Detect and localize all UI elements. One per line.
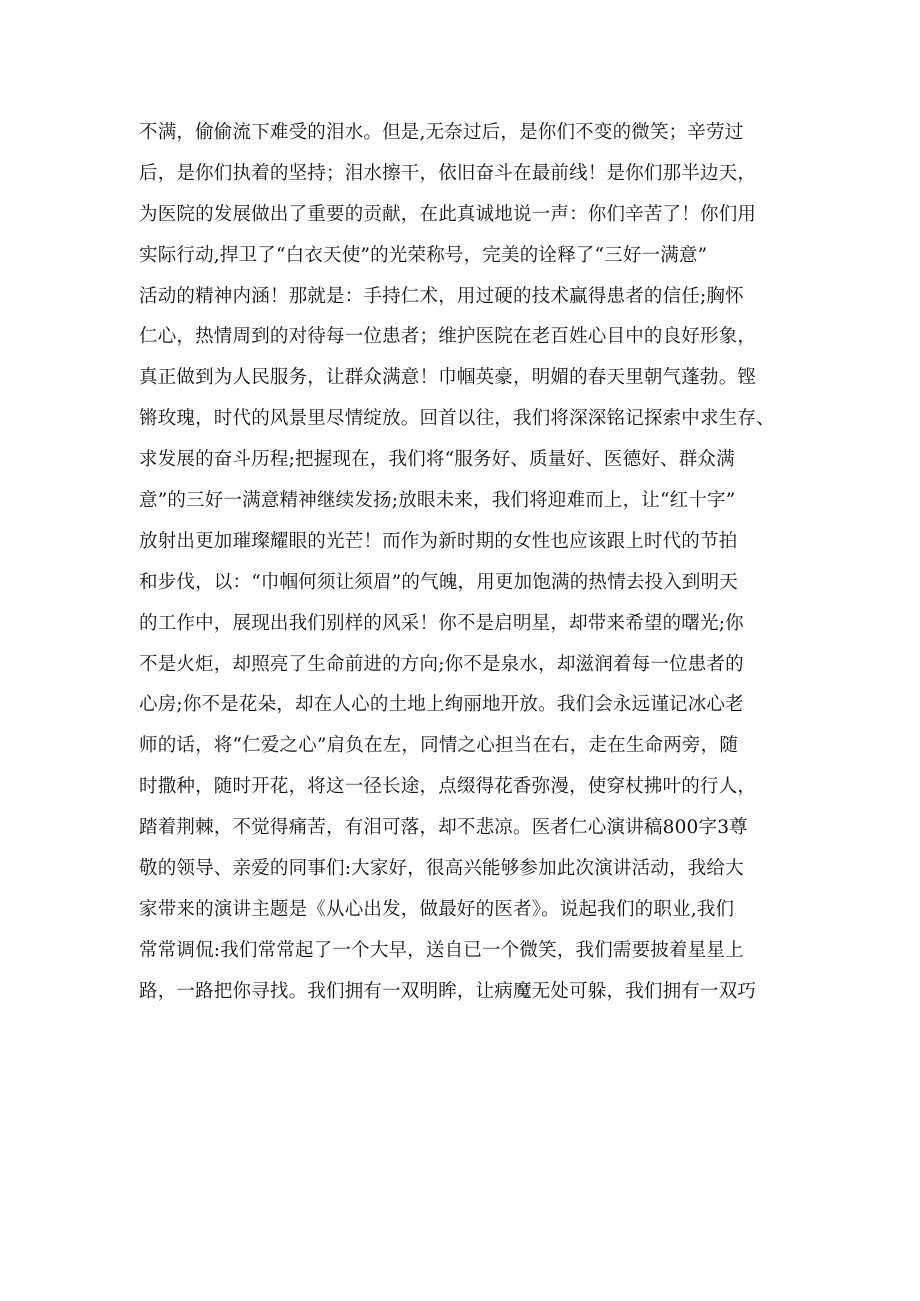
text-line: 不满，偷偷流下难受的泪水。但是,无奈过后，是你们不变的微笑；辛劳过 xyxy=(139,122,744,143)
text-line: 家带来的演讲主题是《从心出发，做最好的医者》。说起我们的职业,我们 xyxy=(139,898,735,920)
text-line: 真正做到为人民服务，让群众满意！巾帼英豪，明媚的春天里朝气蓬勃。铿 xyxy=(139,367,757,389)
text-line: 路，一路把你寻找。我们拥有一双明眸，让病魔无处可躲，我们拥有一双巧 xyxy=(139,980,757,1002)
text-line: 锵玫瑰，时代的风景里尽情绽放。回首以往，我们将深深铭记探索中求生存、 xyxy=(139,408,775,430)
text-line: 常常调侃:我们常常起了一个大早，送自已一个微笑，我们需要披着星星上 xyxy=(139,939,744,961)
text-line: 求发展的奋斗历程;把握现在，我们将“服务好、质量好、医德好、群众满 xyxy=(139,449,735,471)
text-line: 敬的领导、亲爱的同事们:大家好，很高兴能够参加此次演讲活动，我给大 xyxy=(139,858,744,880)
text-line: 的工作中，展现出我们别样的风采！你不是启明星，却带来希望的曙光;你 xyxy=(139,612,744,634)
text-line: 活动的精神内涵！那就是：手持仁术，用过硬的技术赢得患者的信任;胸怀 xyxy=(139,285,744,307)
text-line: 不是火炬，却照亮了生命前进的方向;你不是泉水，却滋润着每一位患者的 xyxy=(139,653,744,675)
text-line: 为医院的发展做出了重要的贡献，在此真诚地说一声：你们辛苦了！你们用 xyxy=(139,203,757,225)
text-line: 心房;你不是花朵，却在人心的土地上绚丽地开放。我们会永远谨记冰心老 xyxy=(139,694,744,716)
text-line: 和步伐，以：“巾帼何须让须眉”的气魄，用更加饱满的热情去投入到明天 xyxy=(139,571,739,593)
text-line: 意”的三好一满意精神继续发扬;放眼未来，我们将迎难而上，让“红十字” xyxy=(139,490,736,512)
text-line: 实际行动,捍卫了“白衣天使”的光荣称号，完美的诠释了“三好一满意” xyxy=(139,244,708,266)
text-line: 踏着荆棘，不觉得痛苦，有泪可落，却不悲凉。医者仁心演讲稿800字3尊 xyxy=(139,817,748,839)
text-line: 时撒种，随时开花，将这一径长途，点缀得花香弥漫，使穿杖拂叶的行人， xyxy=(139,776,757,798)
text-line: 师的话，将“仁爱之心”肩负在左，同情之心担当在右，走在生命两旁，随 xyxy=(139,735,739,757)
body-text xyxy=(139,113,799,1013)
text-line: 后，是你们执着的坚持；泪水擦干，依旧奋斗在最前线！是你们那半边天， xyxy=(139,162,757,184)
text-line: 仁心，热情周到的对待每一位患者；维护医院在老百姓心目中的良好形象， xyxy=(139,326,757,348)
text-line: 放射出更加璀璨耀眼的光芒！而作为新时期的女性也应该跟上时代的节拍 xyxy=(139,530,738,552)
